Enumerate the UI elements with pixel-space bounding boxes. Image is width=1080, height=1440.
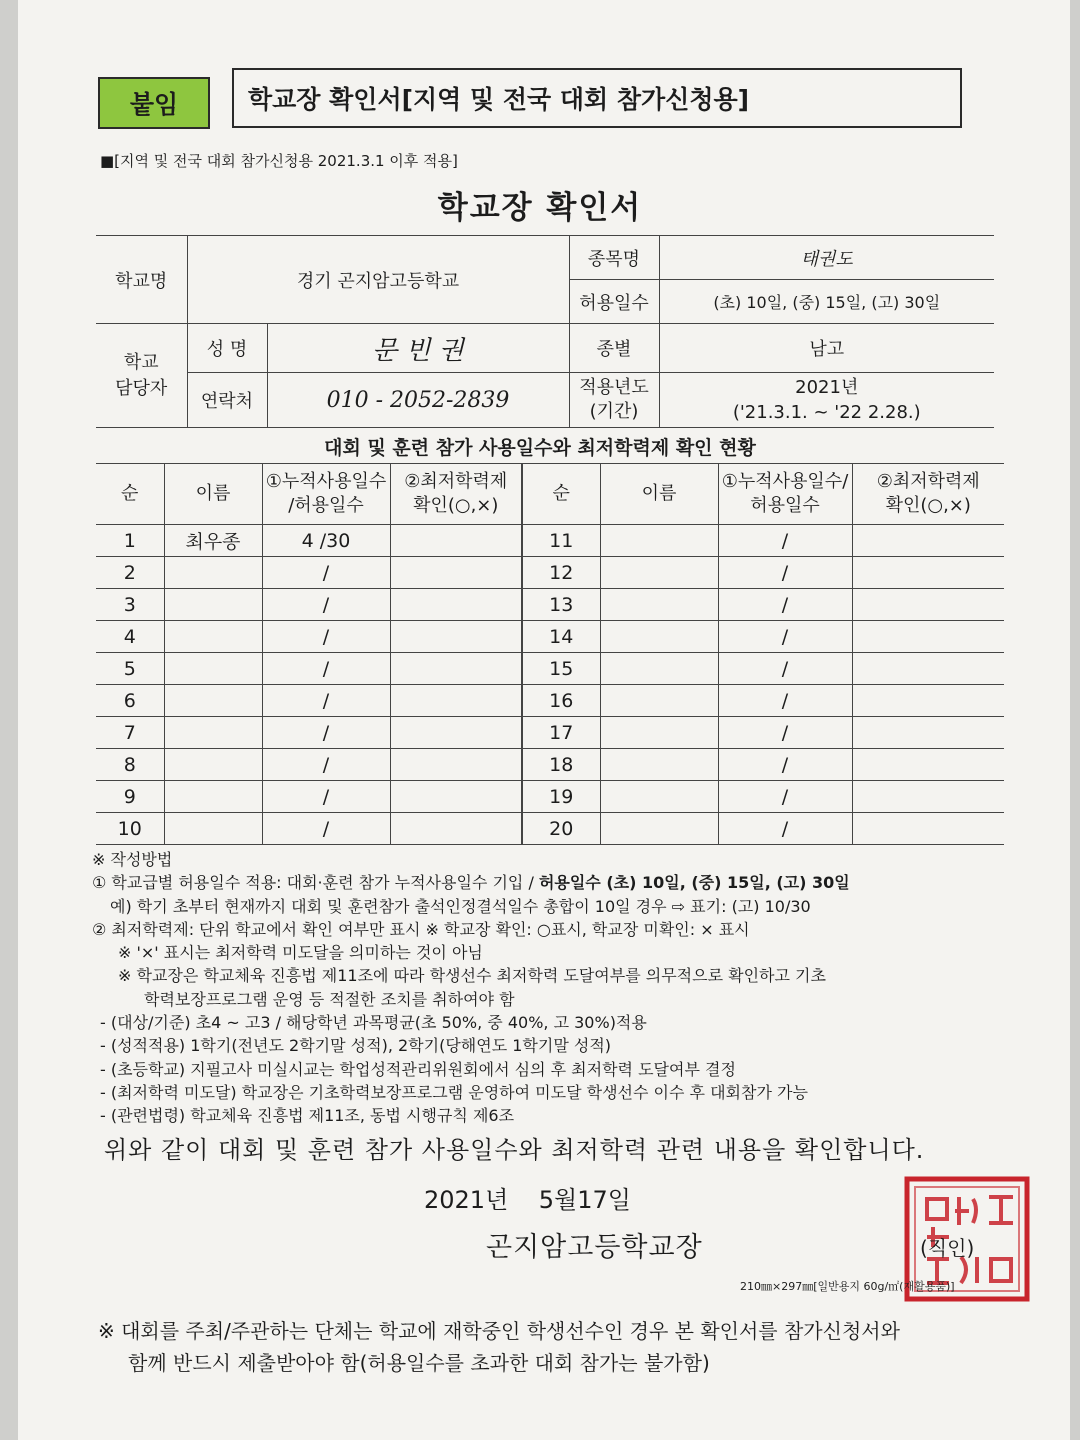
row-check [390, 525, 522, 557]
col-name: 이름 [164, 464, 262, 525]
row-name [600, 813, 718, 845]
header-title: 학교장 확인서[지역 및 전국 대회 참가신청용] [232, 68, 962, 128]
school-name: 경기 곤지암고등학교 [187, 236, 569, 324]
row-no: 12 [522, 557, 600, 589]
row-days: / [262, 749, 390, 781]
row-days: / [718, 685, 852, 717]
row-name [164, 557, 262, 589]
table-row [96, 749, 1004, 781]
row-no: 3 [96, 589, 164, 621]
row-check [390, 557, 522, 589]
row-no: 15 [522, 653, 600, 685]
row-name [600, 621, 718, 653]
row-check [852, 557, 1004, 589]
name-label: 성 명 [187, 324, 267, 373]
detail-1: - (대상/기준) 초4 ~ 고3 / 해당학년 과목평균(초 50%, 중 40%, 고 30%)적용 [100, 1013, 647, 1033]
row-check [852, 781, 1004, 813]
row-days: / [718, 717, 852, 749]
row-days: / [718, 589, 852, 621]
notes-heading: ※ 작성방법 [92, 850, 173, 869]
row-name [164, 749, 262, 781]
note-1-example: 예) 학기 초부터 현재까지 대회 및 훈련참가 출석인정결석일수 총합이 10일 경우 ⇨ 표기: (고) 10/30 [110, 896, 811, 916]
note-1: ① 학교급별 허용일수 적용: 대회·훈련 참가 누적사용일수 기입 / 허용일수 (초) 10일, (중) 15일, (고) 30일 [92, 873, 850, 893]
row-name [164, 685, 262, 717]
row-no: 2 [96, 557, 164, 589]
row-no: 9 [96, 781, 164, 813]
row-days: / [262, 685, 390, 717]
row-name [164, 621, 262, 653]
note-2: ② 최저학력제: 단위 학교에서 확인 여부만 표시 ※ 학교장 확인: ○표시, 학교장 미확인: × 표시 [92, 919, 750, 939]
row-no: 8 [96, 749, 164, 781]
contact-label: 연락처 [187, 373, 267, 428]
row-check [390, 749, 522, 781]
table-row [96, 557, 1004, 589]
info-table [96, 235, 994, 428]
year-cell [659, 373, 994, 428]
type-value: 남고 [659, 324, 994, 373]
row-check [390, 685, 522, 717]
col-check-right: ②최저학력제 확인(○,×) [852, 464, 1004, 525]
row-name: 최우종 [164, 525, 262, 557]
table-row [96, 525, 1004, 557]
row-no: 17 [522, 717, 600, 749]
row-no: 19 [522, 781, 600, 813]
note-4: ※ 학교장은 학교체육 진흥법 제11조에 따라 학생선수 최저학력 도달여부를 의무적으로 확인하고 기초 [118, 966, 826, 986]
confirmation-statement: 위와 같이 대회 및 훈련 참가 사용일수와 최저학력 관련 내용을 확인합니다. [104, 1136, 925, 1164]
row-no: 18 [522, 749, 600, 781]
row-name [600, 717, 718, 749]
row-name [600, 781, 718, 813]
year-label: 적용년도 (기간) [569, 373, 659, 428]
footer-note [98, 1315, 900, 1379]
participation-table [96, 463, 1004, 845]
row-check [852, 525, 1004, 557]
applicability-note: ■[지역 및 전국 대회 참가신청용 2021.3.1 이후 적용] [100, 152, 458, 170]
row-name [600, 525, 718, 557]
year-value: 2021년 [795, 377, 859, 398]
row-days: 4 /30 [262, 525, 390, 557]
staff-label: 학교 담당자 [96, 324, 187, 428]
row-name [164, 653, 262, 685]
table-row [96, 621, 1004, 653]
document-title: 학교장 확인서 [437, 190, 643, 226]
col-no: 순 [96, 464, 164, 525]
detail-4: - (최저학력 미도달) 학교장은 기초학력보장프로그램 운영하여 미도달 학생선수 이수 후 대회참가 가능 [100, 1082, 808, 1102]
row-no: 4 [96, 621, 164, 653]
col-no-right: 순 [522, 464, 600, 525]
row-days: / [262, 653, 390, 685]
row-no: 14 [522, 621, 600, 653]
school-label: 학교명 [96, 236, 187, 324]
table-row [96, 717, 1004, 749]
row-no: 6 [96, 685, 164, 717]
col-days-right: ①누적사용일수/ 허용일수 [718, 464, 852, 525]
row-name [600, 685, 718, 717]
row-days: / [262, 621, 390, 653]
type-label: 종별 [569, 324, 659, 373]
note-1-bold: 허용일수 (초) 10일, (중) 15일, (고) 30일 [538, 873, 850, 893]
row-no: 16 [522, 685, 600, 717]
row-name [164, 589, 262, 621]
row-name [600, 749, 718, 781]
row-days: / [262, 557, 390, 589]
table-row [96, 813, 1004, 845]
row-check [852, 749, 1004, 781]
row-name [164, 781, 262, 813]
note-3: ※ '×' 표시는 최저학력 미도달을 의미하는 것이 아님 [118, 943, 483, 963]
attachment-tag: 붙임 [98, 77, 210, 129]
contact-handwritten: 010 - 2052-2839 [267, 373, 569, 428]
table-row [96, 685, 1004, 717]
row-check [852, 621, 1004, 653]
row-check [390, 813, 522, 845]
row-name [600, 557, 718, 589]
detail-3: - (초등학교) 지필고사 미실시교는 학업성적관리위원회에서 심의 후 최저학력 도달여부 결정 [100, 1059, 736, 1079]
row-name [600, 653, 718, 685]
row-check [390, 781, 522, 813]
paper-spec: 210㎜×297㎜[일반용지 60g/㎡(재활용품)] [740, 1280, 955, 1293]
row-name [164, 717, 262, 749]
event-value: 태권도 [659, 236, 994, 280]
row-check [852, 589, 1004, 621]
row-days: / [262, 813, 390, 845]
row-check [390, 621, 522, 653]
row-check [390, 653, 522, 685]
row-name [600, 589, 718, 621]
footer-line-1: ※ 대회를 주최/주관하는 단체는 학교에 재학중인 학생선수인 경우 본 확인서를 참가신청서와 [98, 1319, 900, 1343]
row-days: / [718, 621, 852, 653]
row-name [164, 813, 262, 845]
row-days: / [262, 781, 390, 813]
days-value: (초) 10일, (중) 15일, (고) 30일 [659, 280, 994, 324]
row-check [852, 717, 1004, 749]
row-no: 5 [96, 653, 164, 685]
seal-label: (직인) [920, 1236, 975, 1260]
detail-5: - (관련법령) 학교체육 진흥법 제11조, 동법 시행규칙 제6조 [100, 1106, 515, 1126]
principal-signature: 곤지암고등학교장 [486, 1232, 703, 1263]
detail-2: - (성적적용) 1학기(전년도 2학기말 성적), 2학기(당해연도 1학기말 성적) [100, 1036, 612, 1056]
row-no: 20 [522, 813, 600, 845]
row-days: / [262, 589, 390, 621]
row-no: 11 [522, 525, 600, 557]
note-4-cont: 학력보장프로그램 운영 등 적절한 조치를 취하여야 함 [144, 989, 515, 1009]
col-name-right: 이름 [600, 464, 718, 525]
days-label: 허용일수 [569, 280, 659, 324]
table-row [96, 589, 1004, 621]
row-check [390, 717, 522, 749]
footer-line-2: 함께 반드시 제출받아야 함(허용일수를 초과한 대회 참가는 불가함) [128, 1351, 710, 1375]
staff-name-handwritten: 문 빈 권 [267, 324, 569, 373]
row-no: 1 [96, 525, 164, 557]
table-title: 대회 및 훈련 참가 사용일수와 최저학력제 확인 현황 [324, 437, 756, 459]
row-days: / [718, 525, 852, 557]
col-check: ②최저학력제 확인(○,×) [390, 464, 522, 525]
row-days: / [718, 653, 852, 685]
row-days: / [718, 557, 852, 589]
instructions [92, 848, 1022, 1128]
row-no: 7 [96, 717, 164, 749]
row-check [852, 653, 1004, 685]
row-check [390, 589, 522, 621]
col-days: ①누적사용일수 /허용일수 [262, 464, 390, 525]
row-no: 10 [96, 813, 164, 845]
row-days: / [718, 749, 852, 781]
year-period: ('21.3.1. ~ '22 2.28.) [732, 402, 921, 423]
row-no: 13 [522, 589, 600, 621]
table-row [96, 653, 1004, 685]
row-days: / [718, 781, 852, 813]
row-check [852, 685, 1004, 717]
event-label: 종목명 [569, 236, 659, 280]
signature-date: 2021년 5월17일 [424, 1186, 631, 1214]
row-check [852, 813, 1004, 845]
row-days: / [262, 717, 390, 749]
row-days: / [718, 813, 852, 845]
table-row [96, 781, 1004, 813]
